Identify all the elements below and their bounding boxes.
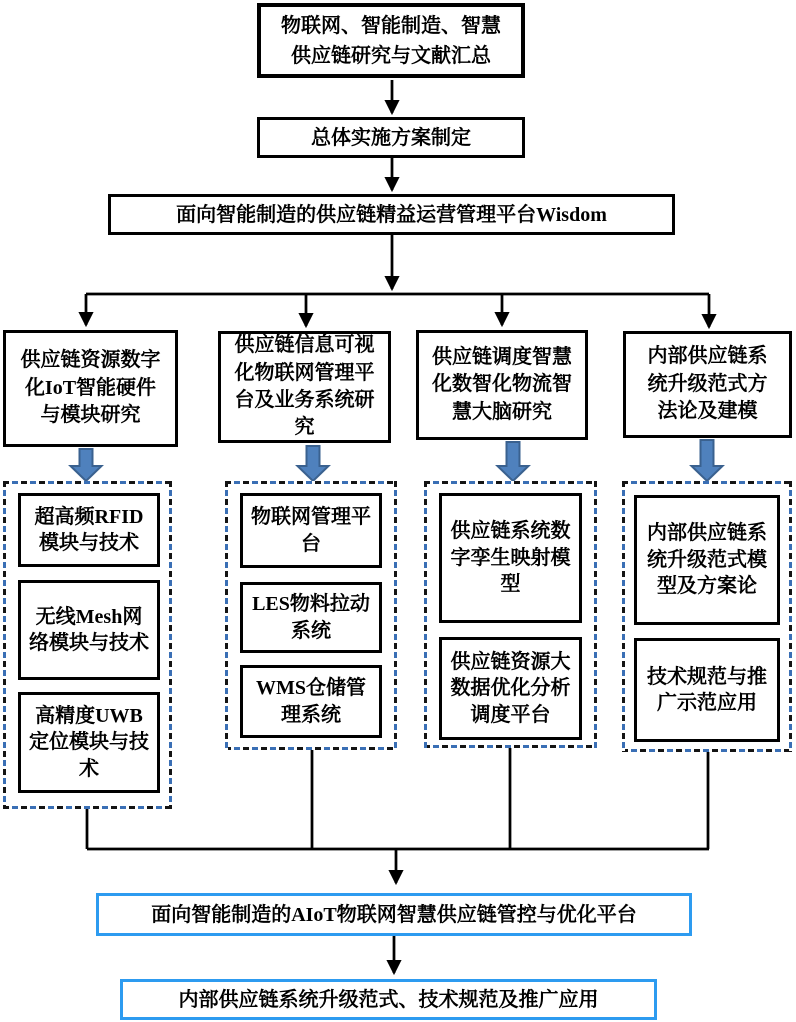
block-arrow-down-icon <box>498 442 529 481</box>
subtask-group-3 <box>424 481 597 748</box>
subtask-box: 无线Mesh网络模块与技术 <box>18 580 160 680</box>
column-header-visibility-platform: 供应链信息可视化物联网管理平台及业务系统研究 <box>218 331 391 443</box>
block-arrow-down-icon <box>298 446 329 481</box>
subtask-box: 高精度UWB定位模块与技术 <box>18 692 160 793</box>
dashed-border <box>789 481 792 752</box>
subtask-box: 供应链资源大数据优化分析调度平台 <box>439 637 582 740</box>
column-header-paradigm-modeling: 内部供应链系统升级范式方法论及建模 <box>623 331 792 438</box>
dashed-border <box>424 481 427 748</box>
subtask-group-2 <box>225 481 397 750</box>
subtask-group-4 <box>622 481 792 752</box>
dashed-border <box>225 747 397 750</box>
subtask-box: LES物料拉动系统 <box>240 582 382 653</box>
dashed-border <box>424 745 597 748</box>
subtask-box: 内部供应链系统升级范式模型及方案论 <box>634 495 780 625</box>
subtask-box: WMS仓储管理系统 <box>240 665 382 738</box>
subtask-group-1 <box>3 481 172 809</box>
dashed-border <box>225 481 397 484</box>
dashed-border <box>169 481 172 809</box>
subtask-box: 物联网管理平台 <box>240 493 382 568</box>
dashed-border <box>3 481 172 484</box>
dashed-border <box>622 749 792 752</box>
node-upgrade-application-result: 内部供应链系统升级范式、技术规范及推广应用 <box>120 979 657 1020</box>
dashed-border <box>225 481 228 750</box>
subtask-box: 供应链系统数字孪生映射模型 <box>439 493 582 623</box>
subtask-box: 技术规范与推广示范应用 <box>634 638 780 742</box>
column-header-iot-hardware: 供应链资源数字化IoT智能硬件与模块研究 <box>3 330 178 447</box>
node-overall-plan: 总体实施方案制定 <box>257 117 525 158</box>
subtask-box: 超高频RFID模块与技术 <box>18 493 160 567</box>
node-wisdom-platform: 面向智能制造的供应链精益运营管理平台Wisdom <box>108 194 675 235</box>
dashed-border <box>424 481 597 484</box>
column-header-logistics-brain: 供应链调度智慧化数智化物流智慧大脑研究 <box>416 330 588 440</box>
node-research-summary: 物联网、智能制造、智慧供应链研究与文献汇总 <box>257 3 525 78</box>
dashed-border <box>3 481 6 809</box>
dashed-border <box>622 481 792 484</box>
block-arrow-down-icon <box>692 440 723 481</box>
dashed-border <box>394 481 397 750</box>
dashed-border <box>622 481 625 752</box>
dashed-border <box>594 481 597 748</box>
dashed-border <box>3 806 172 809</box>
block-arrow-down-icon <box>71 449 102 481</box>
node-aiot-control-platform: 面向智能制造的AIoT物联网智慧供应链管控与优化平台 <box>96 893 692 936</box>
